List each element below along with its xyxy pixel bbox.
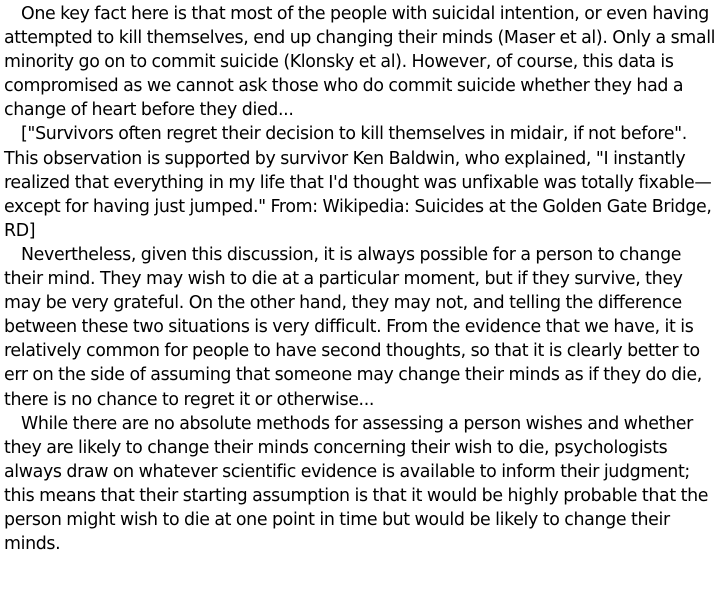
paragraph-2: ["Survivors often regret their decision to kill themselves in midair, if not before". This observation is supported by survivor Ken Baldwin, who explained, "I instantly realized that everything in my life that I'd thought was unfixable was totally fixable—except for having just jumped." From: Wikipedia: Suicides at the Golden Gate Bridge, RD] xyxy=(4,124,712,241)
paragraph-1: One key fact here is that most of the people with suicidal intention, or even having attempted to kill themselves, end up changing their minds (Maser et al). Only a small minority go on to commit suicide (Klonsky et al). However, of course, this data is compromised as we cannot ask those who do commit suicide whether they had a change of heart before they died... xyxy=(4,4,716,121)
paragraph-3: Nevertheless, given this discussion, it is always possible for a person to change their mind. They may wish to die at a particular moment, but if they survive, they may be very grateful. On the other hand, they may not, and telling the difference between these two situations is very difficult. From the evidence that we have, it is relatively common for people to have second thoughts, so that it is clearly better to err on the side of assuming that someone may change their minds as if they do die, there is no chance to regret it or otherwise... xyxy=(4,244,702,410)
paragraph-4: While there are no absolute methods for assessing a person wishes and whether they are likely to change their minds concerning their wish to die, psychologists always draw on whatever scientific evidence is available to inform their judgment; this means that their starting assumption is that it would be highly probable that the person might wish to die at one point in time but would be likely to change their minds. xyxy=(4,413,709,555)
